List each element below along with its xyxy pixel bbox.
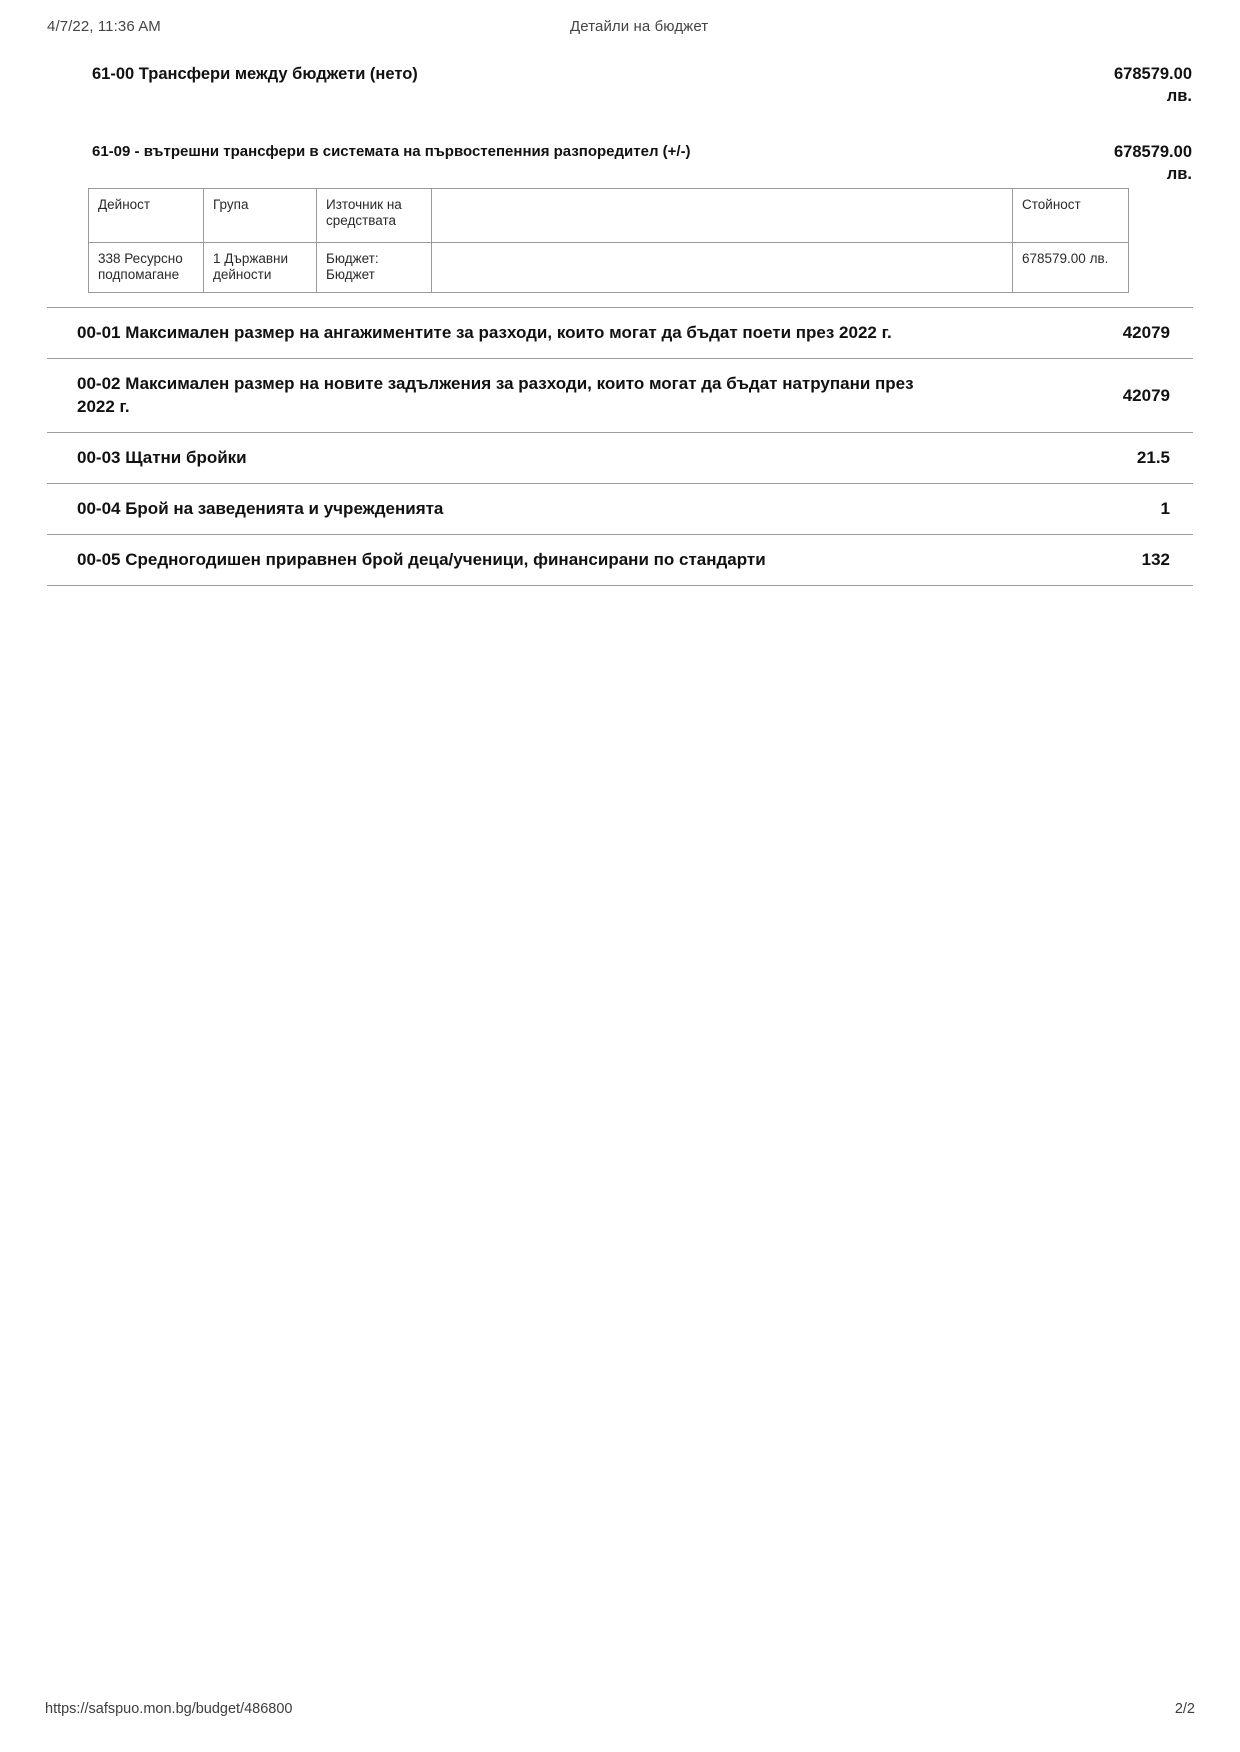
document-title: Детайли на бюджет <box>570 18 709 35</box>
budget-line-61-09 <box>0 141 1240 181</box>
indicator-value-00-03: 21.5 <box>1136 448 1170 467</box>
budget-line-61-00-currency: лв. <box>1166 87 1192 105</box>
indicator-value-00-05: 132 <box>1141 550 1170 569</box>
budget-line-61-09-amount <box>982 141 1192 185</box>
indicator-label-00-05: 00-05 Средногодишен приравнен брой деца/ученици, финансирани по стандарти <box>77 550 766 569</box>
table-row <box>89 243 1129 293</box>
budget-line-61-00-amount <box>982 63 1192 107</box>
indicator-row-00-03 <box>47 432 1193 483</box>
print-timestamp: 4/7/22, 11:36 AM <box>47 18 161 35</box>
indicator-value-00-04: 1 <box>1160 499 1170 518</box>
column-header-activity: Дейност <box>89 189 204 243</box>
detail-table-body <box>89 243 1129 293</box>
budget-line-61-09-label: 61-09 - вътрешни трансфери в системата на първостепенния разпоредител (+/-) <box>92 143 691 160</box>
column-header-blank <box>432 189 1013 243</box>
document-content <box>0 55 1240 586</box>
indicator-label-00-02: 00-02 Максимален размер на новите задължения за разходи, които могат да бъдат натрупани през 2022 г. <box>77 374 914 416</box>
cell-blank <box>432 243 1013 293</box>
cell-source: Бюджет: Бюджет <box>317 243 432 293</box>
budget-line-61-00-value: 678579.00 <box>1114 65 1192 83</box>
page-footer <box>0 1701 1240 1721</box>
column-header-value: Стойност <box>1013 189 1129 243</box>
cell-group: 1 Държавни дейности <box>204 243 317 293</box>
column-header-source: Източник на средствата <box>317 189 432 243</box>
budget-line-61-00-label: 61-00 Трансфери между бюджети (нето) <box>92 65 418 83</box>
source-url: https://safspuo.mon.bg/budget/486800 <box>45 1701 293 1717</box>
detail-table <box>88 188 1129 293</box>
indicator-row-00-02 <box>47 358 1193 432</box>
indicator-row-00-05 <box>47 534 1193 586</box>
indicator-value-00-01: 42079 <box>1122 323 1170 342</box>
column-header-group: Група <box>204 189 317 243</box>
cell-value: 678579.00 лв. <box>1013 243 1129 293</box>
budget-line-61-09-value: 678579.00 <box>1114 143 1192 161</box>
detail-table-container <box>0 188 1240 293</box>
indicator-row-00-01 <box>47 307 1193 358</box>
indicator-row-00-04 <box>47 483 1193 534</box>
budget-line-61-00 <box>0 63 1240 103</box>
budget-line-61-09-currency: лв. <box>1166 165 1192 183</box>
indicator-label-00-03: 00-03 Щатни бройки <box>77 448 247 467</box>
indicator-label-00-04: 00-04 Брой на заведенията и учрежденията <box>77 499 444 518</box>
indicator-list <box>0 307 1240 586</box>
indicator-label-00-01: 00-01 Максимален размер на ангажиментите за разходи, които могат да бъдат поети през 2022 г. <box>77 323 892 342</box>
running-head <box>0 18 1240 40</box>
page-number: 2/2 <box>1174 1701 1195 1717</box>
indicator-value-00-02: 42079 <box>1122 385 1170 405</box>
table-header-row <box>89 189 1129 243</box>
detail-table-head <box>89 189 1129 243</box>
cell-activity: 338 Ресурсно подпомагане <box>89 243 204 293</box>
